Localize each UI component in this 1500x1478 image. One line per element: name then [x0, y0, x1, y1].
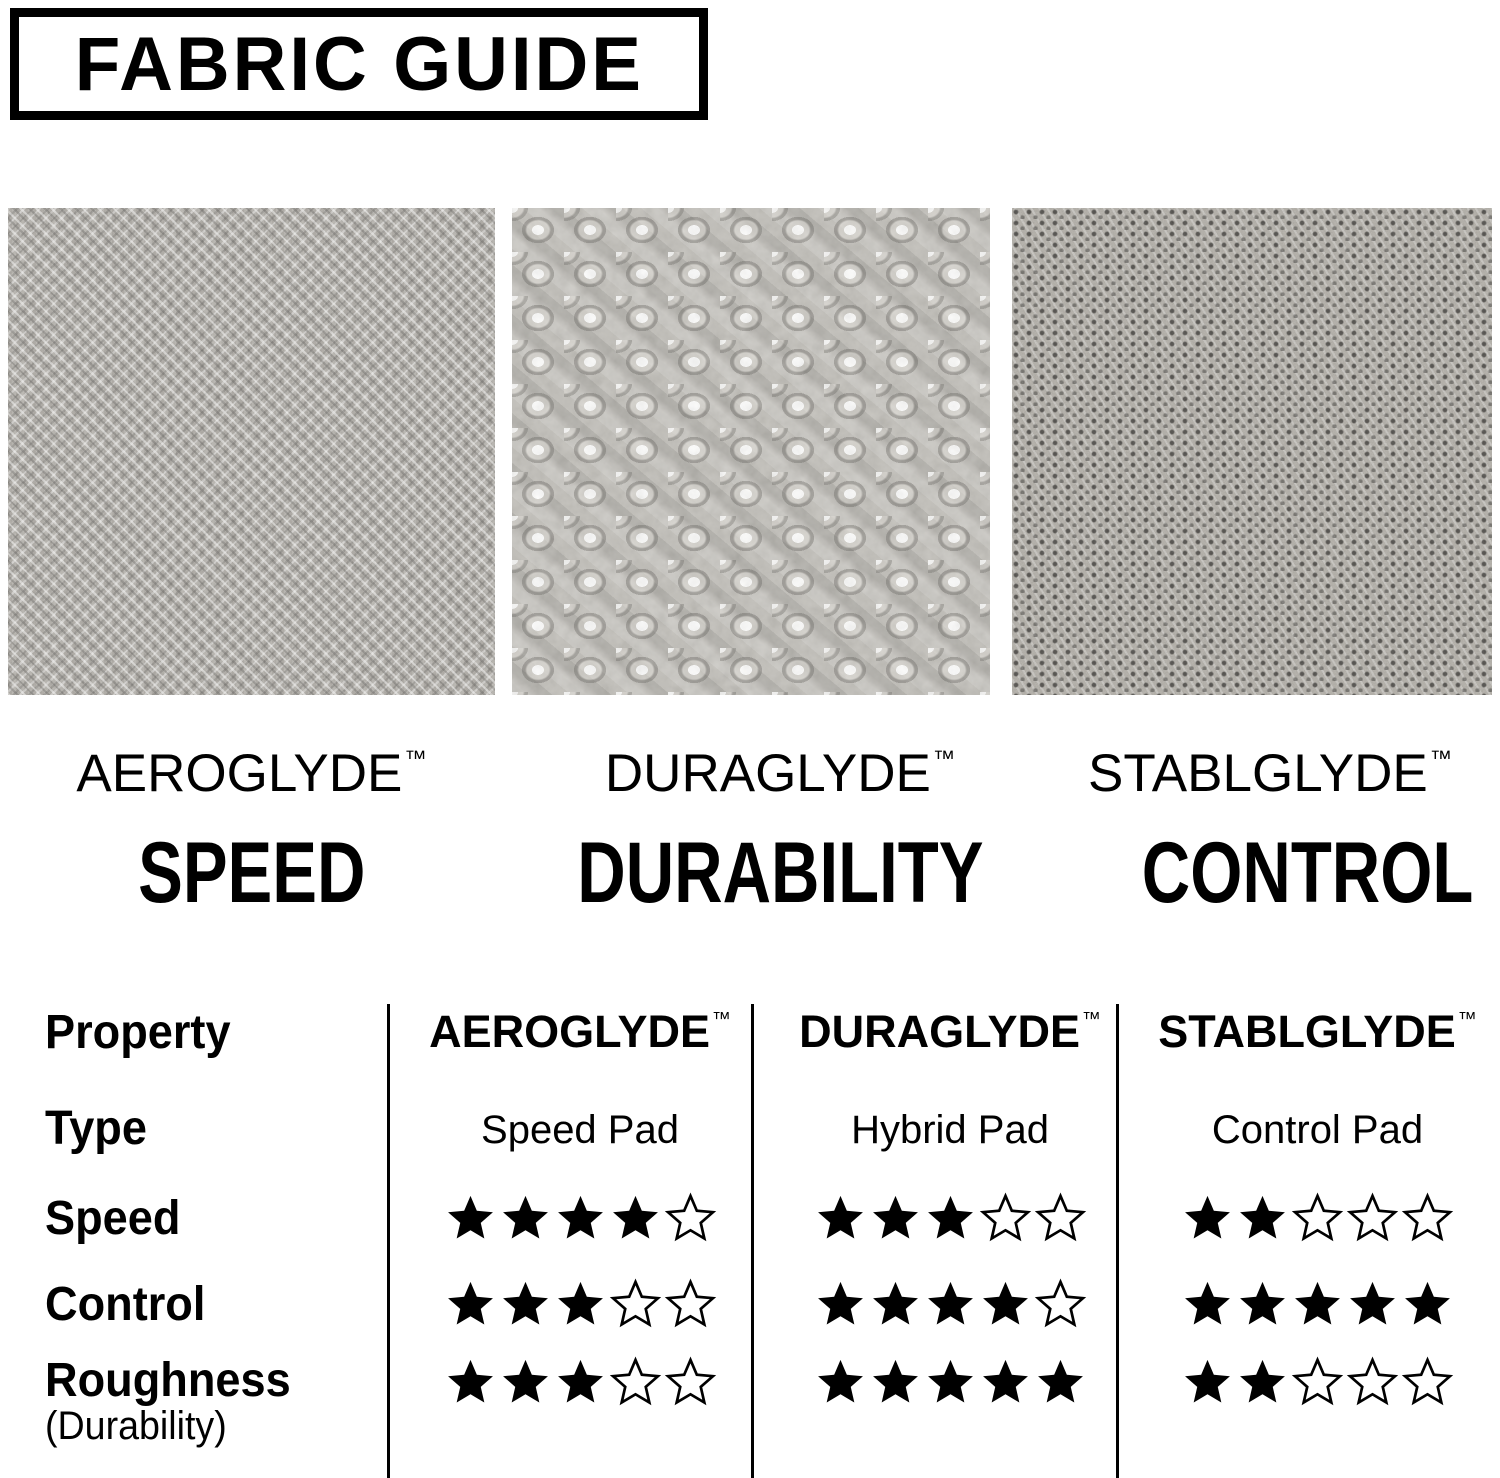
fabric-swatch-aeroglyde [8, 208, 495, 695]
roughness-rating-duraglyde [770, 1350, 1130, 1414]
star-outline-icon [979, 1192, 1032, 1245]
row-label-type: Type [45, 1101, 147, 1155]
knobby-weave-texture-icon [512, 208, 990, 695]
star-filled-icon [1034, 1356, 1087, 1409]
star-filled-icon [979, 1356, 1032, 1409]
star-filled-icon [869, 1192, 922, 1245]
control-rating-stablglyde [1140, 1272, 1495, 1336]
column-header-text: DURAGLYDE [799, 1006, 1080, 1057]
star-outline-icon [1034, 1192, 1087, 1245]
table-header-stablglyde [1140, 1000, 1495, 1064]
fabric-swatch-stablglyde [1012, 208, 1492, 695]
fabric-headline-control [1070, 824, 1500, 921]
table-header-aeroglyde [400, 1000, 760, 1064]
star-outline-icon [1346, 1356, 1399, 1409]
fabric-name-aeroglyde [8, 744, 495, 802]
star-filled-icon [1291, 1278, 1344, 1331]
star-filled-icon [554, 1278, 607, 1331]
control-rating-aeroglyde [400, 1272, 760, 1336]
fabric-name-stablglyde [1030, 744, 1500, 802]
trademark-symbol: ™ [1082, 1009, 1101, 1031]
star-filled-icon [499, 1356, 552, 1409]
trademark-symbol: ™ [1429, 746, 1452, 772]
row-sublabel-durability: (Durability) [45, 1403, 227, 1448]
table-header-duraglyde [770, 1000, 1130, 1064]
star-outline-icon [664, 1278, 717, 1331]
star-outline-icon [1291, 1192, 1344, 1245]
fabric-headline-speed [8, 824, 495, 921]
star-filled-icon [554, 1356, 607, 1409]
star-filled-icon [444, 1278, 497, 1331]
star-filled-icon [1181, 1192, 1234, 1245]
fabric-headline-durability [535, 824, 1025, 921]
row-label-roughness: Roughness [45, 1353, 291, 1407]
type-value-aeroglyde: Speed Pad [481, 1107, 679, 1152]
star-filled-icon [444, 1356, 497, 1409]
table-header-property: Property [45, 1005, 231, 1059]
star-filled-icon [814, 1278, 867, 1331]
star-filled-icon [924, 1192, 977, 1245]
star-outline-icon [1401, 1192, 1454, 1245]
star-outline-icon [1346, 1192, 1399, 1245]
speed-rating-duraglyde [770, 1186, 1130, 1250]
column-header-text: STABLGLYDE [1158, 1006, 1456, 1057]
roughness-rating-aeroglyde [400, 1350, 760, 1414]
fabric-swatch-duraglyde [512, 208, 990, 695]
trademark-symbol: ™ [404, 746, 427, 772]
star-filled-icon [1346, 1278, 1399, 1331]
star-outline-icon [1291, 1356, 1344, 1409]
speed-rating-stablglyde [1140, 1186, 1495, 1250]
star-filled-icon [499, 1278, 552, 1331]
star-filled-icon [499, 1192, 552, 1245]
star-filled-icon [924, 1278, 977, 1331]
star-filled-icon [869, 1278, 922, 1331]
headline-text: DURABILITY [576, 824, 984, 921]
table-divider-1 [387, 1004, 390, 1478]
row-label-control: Control [45, 1277, 206, 1331]
star-filled-icon [1181, 1356, 1234, 1409]
star-filled-icon [814, 1356, 867, 1409]
star-outline-icon [664, 1356, 717, 1409]
star-filled-icon [1401, 1278, 1454, 1331]
star-outline-icon [609, 1278, 662, 1331]
star-filled-icon [979, 1278, 1032, 1331]
headline-text: SPEED [137, 824, 366, 921]
star-filled-icon [1236, 1278, 1289, 1331]
star-filled-icon [609, 1192, 662, 1245]
speed-rating-aeroglyde [400, 1186, 760, 1250]
row-label-speed: Speed [45, 1191, 181, 1245]
fabric-name-duraglyde [535, 744, 1025, 802]
star-filled-icon [1236, 1356, 1289, 1409]
type-value-duraglyde: Hybrid Pad [851, 1107, 1049, 1152]
star-filled-icon [814, 1192, 867, 1245]
title-box [10, 8, 708, 120]
star-filled-icon [869, 1356, 922, 1409]
star-filled-icon [924, 1356, 977, 1409]
page-title: FABRIC GUIDE [74, 21, 644, 107]
star-outline-icon [1034, 1278, 1087, 1331]
trademark-symbol: ™ [712, 1009, 731, 1031]
star-filled-icon [554, 1192, 607, 1245]
fabric-name-text: STABLGLYDE [1088, 743, 1428, 803]
roughness-rating-stablglyde [1140, 1350, 1495, 1414]
trademark-symbol: ™ [1457, 1009, 1477, 1031]
column-header-text: AEROGLYDE [429, 1006, 710, 1057]
headline-text: CONTROL [1141, 824, 1474, 921]
star-filled-icon [444, 1192, 497, 1245]
star-filled-icon [1236, 1192, 1289, 1245]
star-outline-icon [1401, 1356, 1454, 1409]
star-filled-icon [1181, 1278, 1234, 1331]
trademark-symbol: ™ [932, 746, 956, 772]
type-value-stablglyde: Control Pad [1211, 1107, 1424, 1152]
star-outline-icon [664, 1192, 717, 1245]
control-rating-duraglyde [770, 1272, 1130, 1336]
fabric-name-text: DURAGLYDE [604, 743, 931, 803]
fabric-name-text: AEROGLYDE [76, 743, 403, 803]
star-outline-icon [609, 1356, 662, 1409]
fine-mesh-texture-icon [1012, 208, 1492, 695]
woven-crosshatch-texture-icon [8, 208, 495, 695]
